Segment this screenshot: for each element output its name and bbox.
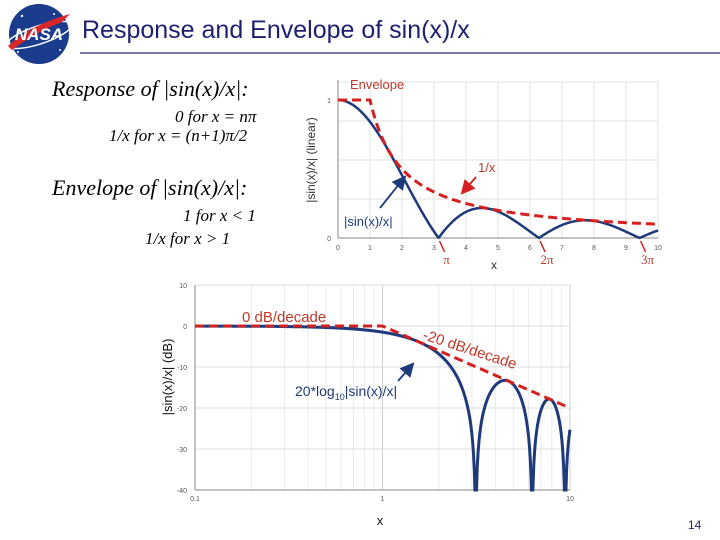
linear-x-tick-label: 9 (624, 245, 628, 252)
linear-x-tick-label: 4 (464, 245, 468, 252)
db-y-ticks (177, 283, 187, 495)
nasa-logo-text: NASA (14, 25, 64, 44)
db-y-tick-label: 0 (183, 324, 187, 331)
page-number: 14 (688, 518, 702, 532)
linear-y-tick-label: 1 (327, 98, 331, 105)
one-over-x-label: 1/x (478, 160, 496, 175)
db-x-label: x (376, 513, 384, 528)
db-y-tick-label: -40 (176, 488, 187, 495)
pi-marker-arrow (641, 241, 646, 252)
pi-marker-label: π (443, 252, 450, 267)
one-over-x-arrow (463, 177, 476, 192)
envelope-line-1: 1 for x < 1 (183, 206, 256, 225)
db-y-tick-label: -20 (176, 406, 187, 413)
response-heading: Response of |sin(x)/x|: (52, 76, 249, 101)
pi-marker-arrow (440, 241, 445, 252)
db-x-ticks (190, 496, 574, 503)
db-curve-label-rest: |sin(x)/x| (344, 383, 398, 399)
envelope-line-2: 1/x for x > 1 (145, 229, 231, 248)
db-x-tick-label: 1 (380, 496, 385, 503)
linear-x-tick-label: 5 (496, 245, 500, 252)
db-curve-label-sub: 10 (334, 392, 345, 402)
linear-x-tick-label: 8 (592, 245, 596, 252)
title-divider (80, 52, 720, 54)
linear-x-tick-label: 6 (528, 245, 532, 252)
linear-x-tick-label: 7 (560, 245, 564, 252)
linear-x-ticks (336, 245, 662, 252)
db-y-tick-label: -30 (176, 447, 187, 454)
db-x-tick-label: 10 (566, 496, 574, 503)
abs-sinc-label: |sin(x)/x| (344, 214, 393, 229)
linear-x-tick-label: 3 (432, 245, 436, 252)
db-y-tick-label: 10 (179, 283, 187, 290)
linear-x-tick-label: 10 (654, 245, 662, 252)
zero-db-label: 0 dB/decade (242, 309, 327, 326)
response-line-2: 1/x for x = (n+1)π/2 (109, 126, 248, 145)
minus20-db-label-suffix: decade (466, 341, 519, 373)
linear-x-tick-label: 0 (336, 245, 340, 252)
linear-y-ticks (327, 98, 331, 243)
slide-title: Response and Envelope of sin(x)/x (82, 16, 470, 44)
db-y-label: |sin(x)/x| (dB) (160, 338, 175, 416)
abs-sinc-arrow (380, 178, 404, 208)
envelope-heading: Envelope of |sin(x)/x|: (52, 175, 248, 200)
linear-response-chart (300, 70, 670, 275)
envelope-label: Envelope (350, 77, 405, 92)
db-response-chart (150, 275, 580, 530)
linear-x-tick-label: 2 (400, 245, 404, 252)
response-line-1: 0 for x = nπ (175, 107, 257, 126)
linear-x-tick-label: 1 (368, 245, 372, 252)
db-x-tick-label: 0.1 (190, 496, 200, 503)
db-curve-label-main: 20*log (295, 383, 335, 399)
minus20-db-label-prefix: -20 dB/ (420, 326, 473, 358)
linear-x-label: x (491, 258, 497, 272)
nasa-logo (2, 2, 76, 66)
db-y-tick-label: -10 (176, 365, 187, 372)
linear-y-label: |sin(x)/x| (linear) (304, 117, 318, 203)
three-pi-marker-label: 3π (641, 252, 655, 267)
linear-y-tick-label: 0 (327, 236, 331, 243)
pi-marker-arrows (440, 241, 646, 252)
two-pi-marker-label: 2π (540, 252, 554, 267)
pi-marker-arrow (540, 241, 545, 252)
db-curve-label (295, 383, 397, 402)
